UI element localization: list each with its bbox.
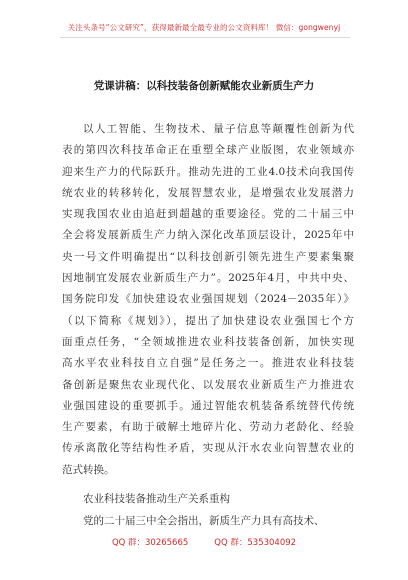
paragraph-line: 实现我国农业由追赶到超越的重要途径。党的二十届三中 (62, 208, 354, 221)
paragraph-line: 表的第四次科技革命正在重塑全球产业版图，农业领域亦 (62, 144, 354, 157)
qq-group-1: QQ 群：30265665 (111, 538, 189, 548)
paragraph-line: 业强国建设的重要抓手。通过智能农机装备系统替代传统 (62, 399, 354, 412)
paragraph-line: 生产要素，有助于破解土地碎片化、劳动力老龄化、经验 (62, 421, 354, 434)
header-divider (60, 37, 350, 38)
document-title: 党课讲稿：以科技装备创新赋能农业新质生产力 (93, 80, 315, 92)
paragraph-line: 高水平农业科技自立自强”是任务之一。推进农业科技装 (62, 357, 354, 370)
paragraph-line: 面重点任务，“全领域推进农业科技装备创新，加快实现 (62, 335, 354, 348)
paragraph-line: 党的二十届三中全会指出，新质生产力具有高技术、 (83, 515, 325, 527)
paragraph-line: 央一号文件明确提出“以科技创新引领先进生产要素集聚 (62, 250, 354, 263)
paragraph-line: （以下简称《规划》），提出了加快建设农业强国七个方 (62, 314, 354, 327)
footer-contact (0, 536, 408, 548)
paragraph-line: 国务院印发《加快建设农业强国规划（2024－2035年）》 (62, 293, 354, 306)
section-heading: 农业科技装备推动生产关系重构 (83, 493, 230, 505)
paragraph-line: 范式转换。 (62, 463, 115, 476)
header-banner: 关注头条号“公文研究”，获得最新最全最专业的公文资料库！ 微信：gongwenyj (67, 23, 341, 32)
paragraph-line: 备创新是聚焦农业现代化、以发展农业新质生产力推进农 (62, 378, 354, 391)
body-paragraph (62, 511, 354, 532)
paragraph-line: 统农业的转移转化，发展智慧农业，是增强农业发展潜力 (62, 186, 354, 199)
qq-group-2: QQ 群：535304092 (214, 538, 297, 548)
body-paragraph (62, 119, 354, 481)
paragraph-line: 以人工智能、生物技术、量子信息等颠覆性创新为代 (83, 123, 354, 135)
paragraph-line: 因地制宜发展农业新质生产力”。2025年4月，中共中央、 (62, 272, 354, 285)
paragraph-line: 全会将发展新质生产力纳入深化改革顶层设计，2025年中 (62, 229, 354, 242)
paragraph-line: 迎来生产力的代际跃升。推动先进的工业4.0技术向我国传 (62, 165, 354, 178)
paragraph-line: 传承离散化等结构性矛盾，实现从汗水农业向智慧农业的 (62, 442, 354, 455)
